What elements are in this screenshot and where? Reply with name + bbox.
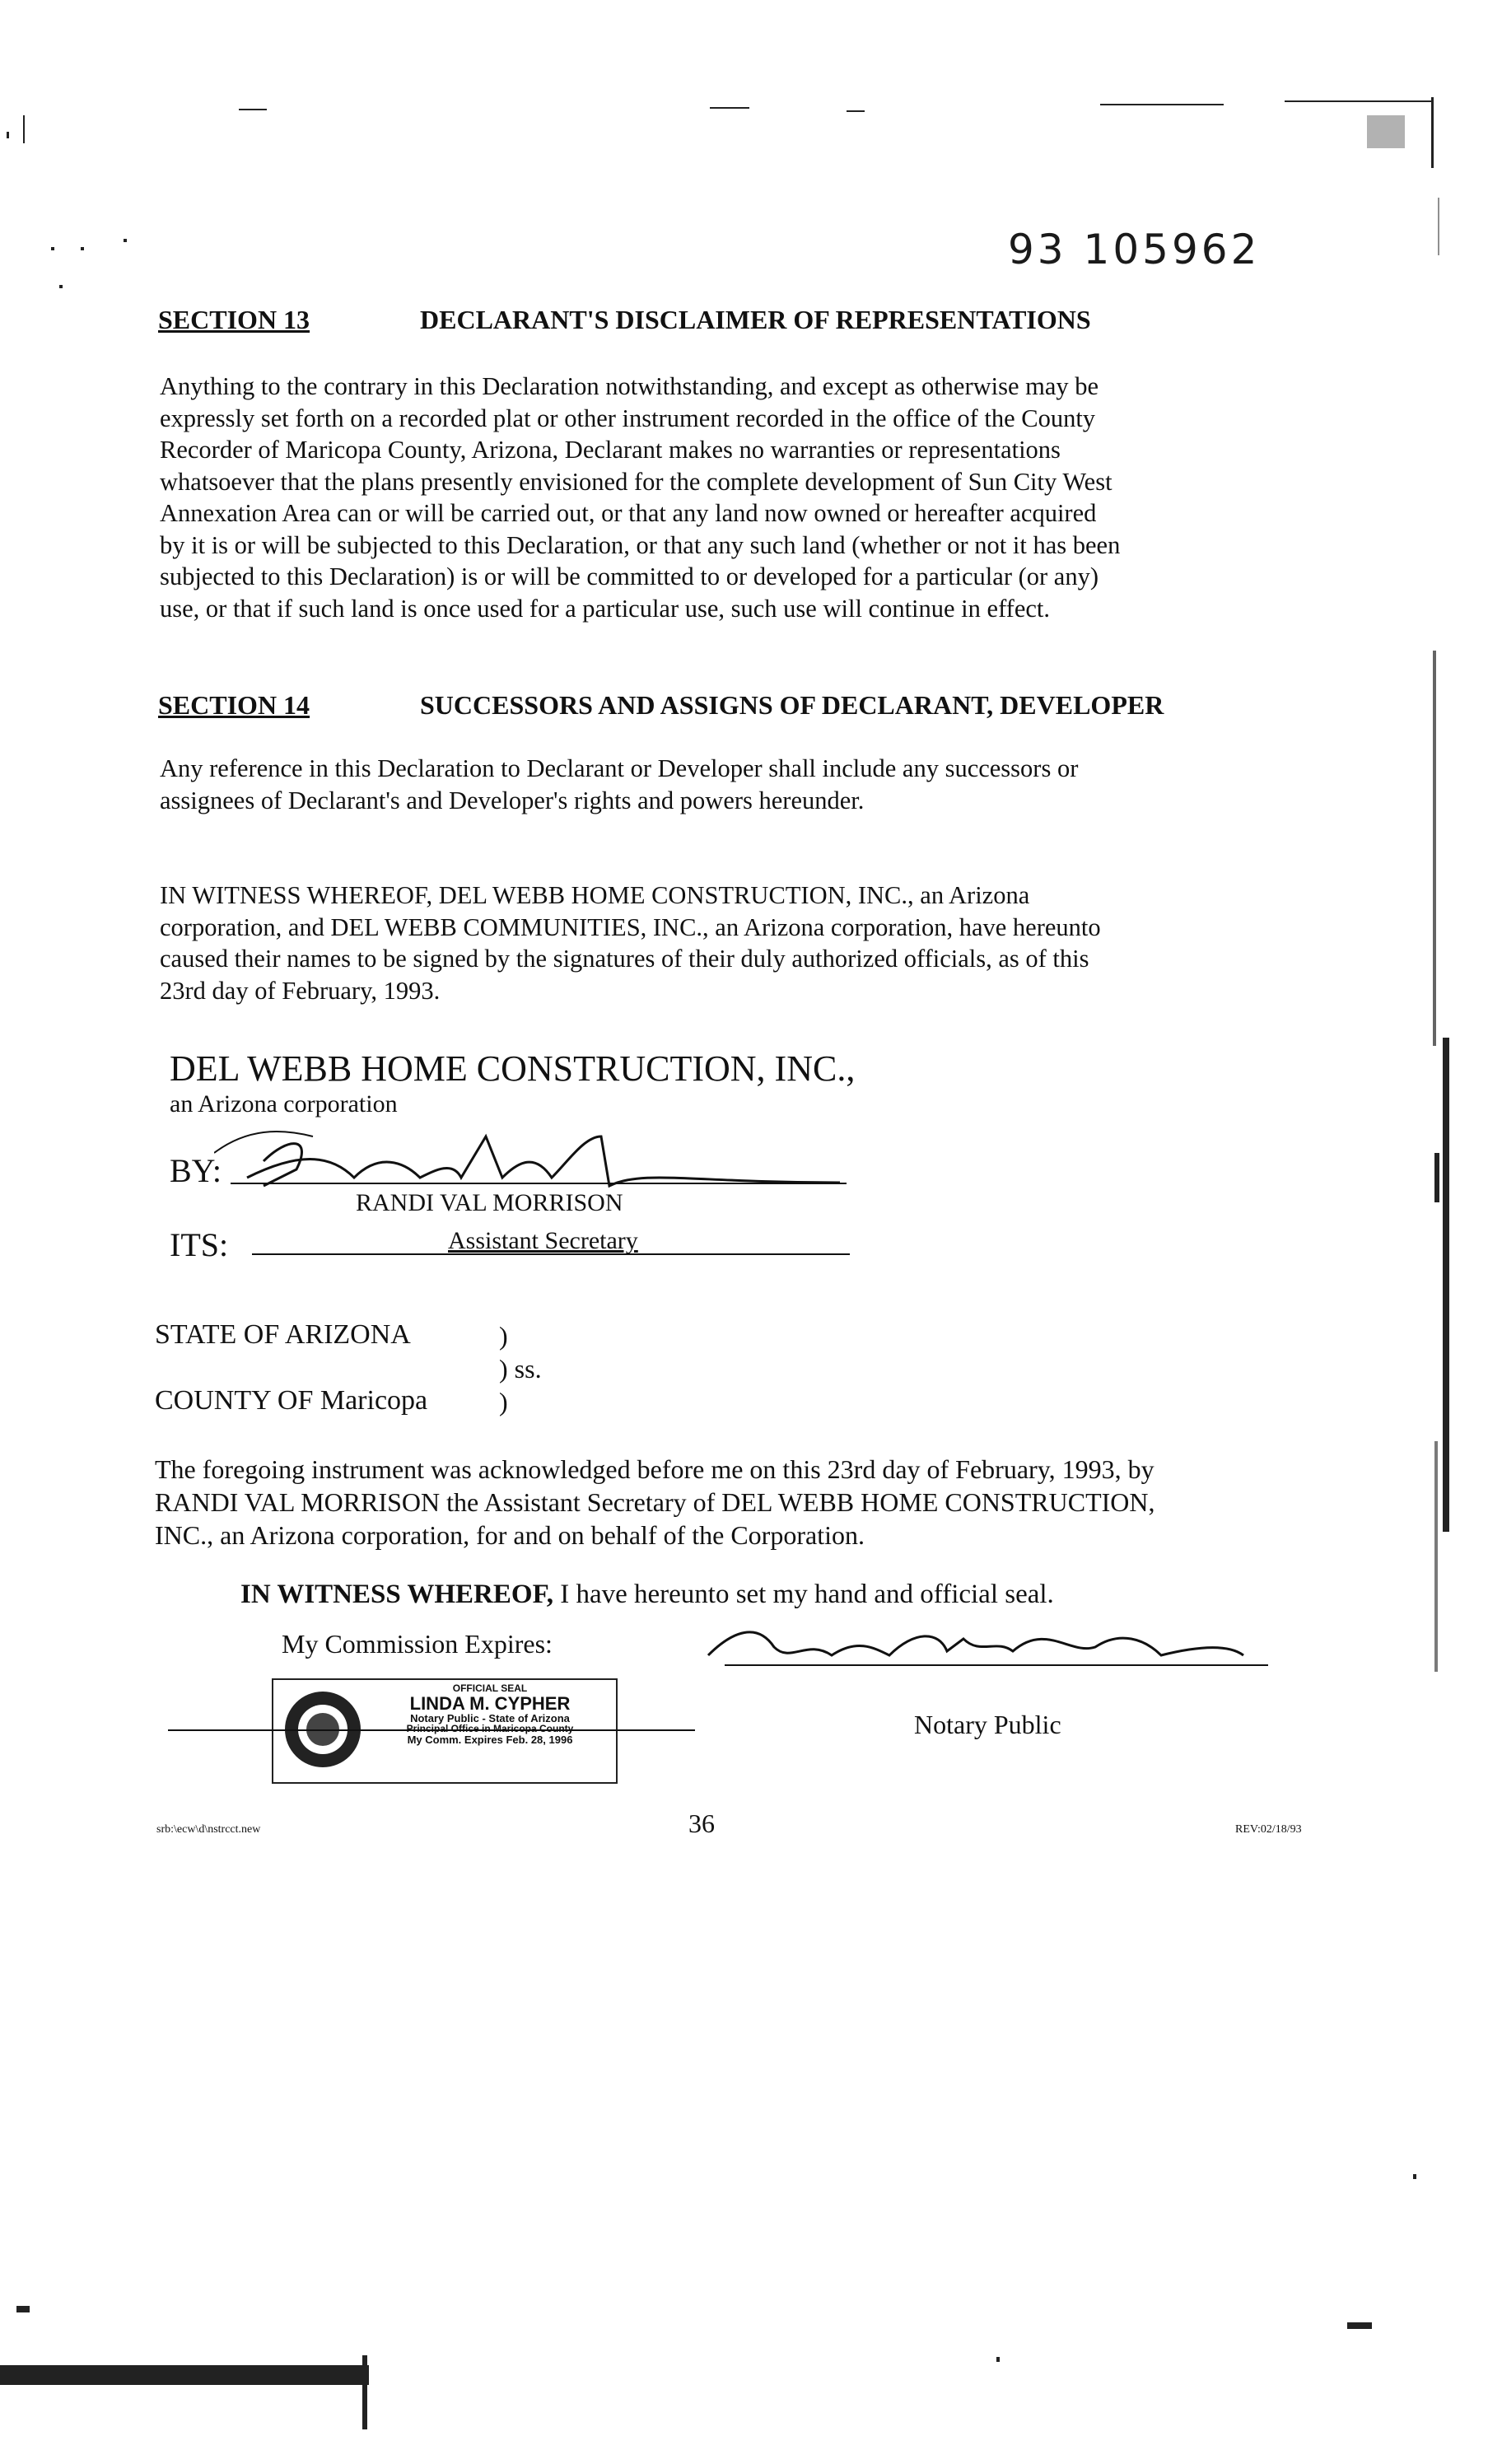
acknowledgment-line: INC., an Arizona corporation, for and on behalf of the Corporation. <box>155 1520 865 1550</box>
signer-title: Assistant Secretary <box>448 1227 638 1254</box>
signer-name: RANDI VAL MORRISON <box>356 1189 623 1216</box>
witness-paragraph <box>160 880 1280 1006</box>
scan-artifact-right <box>1425 189 1458 1672</box>
section-13-line: use, or that if such land is once used for a particular use, such use will continue in effect. <box>160 594 1051 623</box>
section-14-title: SUCCESSORS AND ASSIGNS OF DECLARANT, DEVELOPER <box>420 690 1164 720</box>
venue-paren-3: ) <box>499 1387 508 1416</box>
signer-signature <box>214 1104 856 1194</box>
venue-county: COUNTY OF Maricopa <box>155 1385 428 1416</box>
section-14-body <box>160 753 1280 816</box>
section-14-line: assignees of Declarant's and Developer's rights and powers hereunder. <box>160 786 865 814</box>
witness-line: corporation, and DEL WEBB COMMUNITIES, INC., an Arizona corporation, have hereunto <box>160 912 1101 941</box>
footer-page-number: 36 <box>688 1808 715 1838</box>
seal-line: Principal Office in Maricopa County <box>406 1723 574 1735</box>
notary-witness-rest: I have hereunto set my hand and official seal. <box>553 1580 1054 1609</box>
commission-label: My Commission Expires: <box>282 1629 553 1659</box>
section-13-line: by it is or will be subjected to this Declaration, or that any such land (whether or not it has been <box>160 530 1121 559</box>
acknowledgment-line: The foregoing instrument was acknowledged before me on this 23rd day of February, 1993, by <box>155 1454 1154 1484</box>
document-number: 93 105962 <box>1008 226 1261 273</box>
venue-ss: ) ss. <box>499 1354 542 1384</box>
notary-public-label: Notary Public <box>914 1710 1061 1739</box>
scan-artifact-top <box>0 0 1502 165</box>
scan-artifact-bottom <box>0 2059 1502 2464</box>
section-13-title: DECLARANT'S DISCLAIMER OF REPRESENTATIONS <box>420 305 1091 334</box>
its-label: ITS: <box>170 1226 229 1263</box>
acknowledgment-line: RANDI VAL MORRISON the Assistant Secretary of DEL WEBB HOME CONSTRUCTION, <box>155 1487 1155 1517</box>
acknowledgment-paragraph <box>155 1453 1288 1552</box>
section-13-body <box>160 371 1280 624</box>
seal-text <box>371 1683 609 1746</box>
seal-line: LINDA M. CYPHER <box>409 1692 571 1714</box>
seal-divider-line <box>168 1729 695 1731</box>
section-13-line: Recorder of Maricopa County, Arizona, Declarant makes no warranties or representations <box>160 436 1061 464</box>
section-13-line: subjected to this Declaration) is or will be committed to or developed for a particular (or any) <box>160 562 1099 590</box>
footer-revision: REV:02/18/93 <box>1235 1823 1302 1836</box>
footer-file-path: srb:\ecw\d\nstrcct.new <box>156 1823 261 1836</box>
witness-line: IN WITNESS WHEREOF, DEL WEBB HOME CONSTRUCTION, INC., an Arizona <box>160 881 1030 909</box>
seal-line: Notary Public - State of Arizona <box>410 1711 570 1724</box>
notary-witness-bold: IN WITNESS WHEREOF, <box>240 1580 553 1609</box>
section-13-line: whatsoever that the plans presently envisioned for the complete development of Sun City West <box>160 467 1113 496</box>
section-14-line: Any reference in this Declaration to Declarant or Developer shall include any successors or <box>160 754 1079 782</box>
notary-signature <box>700 1606 1276 1680</box>
signatory-company-type: an Arizona corporation <box>170 1090 398 1118</box>
section-14-label: SECTION 14 <box>158 690 310 720</box>
seal-line: My Comm. Expires Feb. 28, 1996 <box>407 1733 573 1746</box>
section-13-line: Annexation Area can or will be carried out, or that any land now owned or hereafter acquired <box>160 499 1097 527</box>
signatory-company: DEL WEBB HOME CONSTRUCTION, INC., <box>170 1048 856 1089</box>
section-13-line: Anything to the contrary in this Declaration notwithstanding, and except as otherwise may be <box>160 372 1099 400</box>
seal-line: OFFICIAL SEAL <box>452 1682 528 1694</box>
notary-seal <box>272 1678 618 1784</box>
section-13-label: SECTION 13 <box>158 305 310 334</box>
by-label: BY: <box>170 1152 222 1189</box>
venue-paren-1: ) <box>499 1321 508 1351</box>
section-13-line: expressly set forth on a recorded plat or other instrument recorded in the office of the County <box>160 404 1096 432</box>
witness-line: caused their names to be signed by the signatures of their duly authorized officials, as of this <box>160 945 1089 973</box>
venue-state: STATE OF ARIZONA <box>155 1319 411 1350</box>
witness-line: 23rd day of February, 1993. <box>160 976 441 1005</box>
